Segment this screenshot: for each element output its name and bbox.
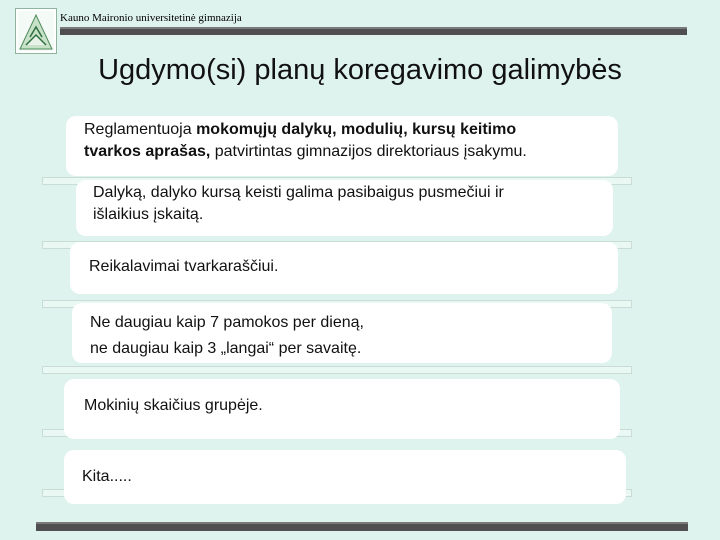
card-line: Reglamentuoja mokomųjų dalykų, modulių, kursų keitimo xyxy=(84,121,517,138)
content-card-regulation xyxy=(66,116,618,176)
content-card-other xyxy=(64,450,626,504)
card-line: tvarkos aprašas, patvirtintas gimnazijos direktoriaus įsakymu. xyxy=(84,143,527,160)
bold-text: mokomųjų dalykų, modulių, kursų keitimo xyxy=(196,121,517,138)
card-line: Ne daugiau kaip 7 pamokos per dieną, xyxy=(90,314,364,331)
organization-name: Kauno Maironio universitetinė gimnazija xyxy=(60,12,242,24)
content-card-schedule xyxy=(70,242,618,294)
card-line: Kita..... xyxy=(82,468,132,485)
page-title: Ugdymo(si) planų koregavimo galimybės xyxy=(98,54,622,86)
card-line: Mokinių skaičius grupėje. xyxy=(84,397,263,414)
content-card-group-size xyxy=(64,379,620,439)
top-divider xyxy=(60,27,687,35)
card-line: Dalyką, dalyko kursą keisti galima pasibaigus pusmečiui ir xyxy=(93,184,504,201)
school-logo-icon xyxy=(15,8,57,54)
card-line: Reikalavimai tvarkaraščiui. xyxy=(89,258,279,275)
bold-text: tvarkos aprašas, xyxy=(84,143,211,160)
card-line: išlaikius įskaitą. xyxy=(93,206,204,223)
content-card-lessons-limit xyxy=(72,303,612,363)
card-line: ne daugiau kaip 3 „langai“ per savaitę. xyxy=(90,340,362,357)
divider-line xyxy=(42,366,632,374)
content-card-course-change xyxy=(76,180,613,236)
bottom-divider xyxy=(36,522,688,531)
